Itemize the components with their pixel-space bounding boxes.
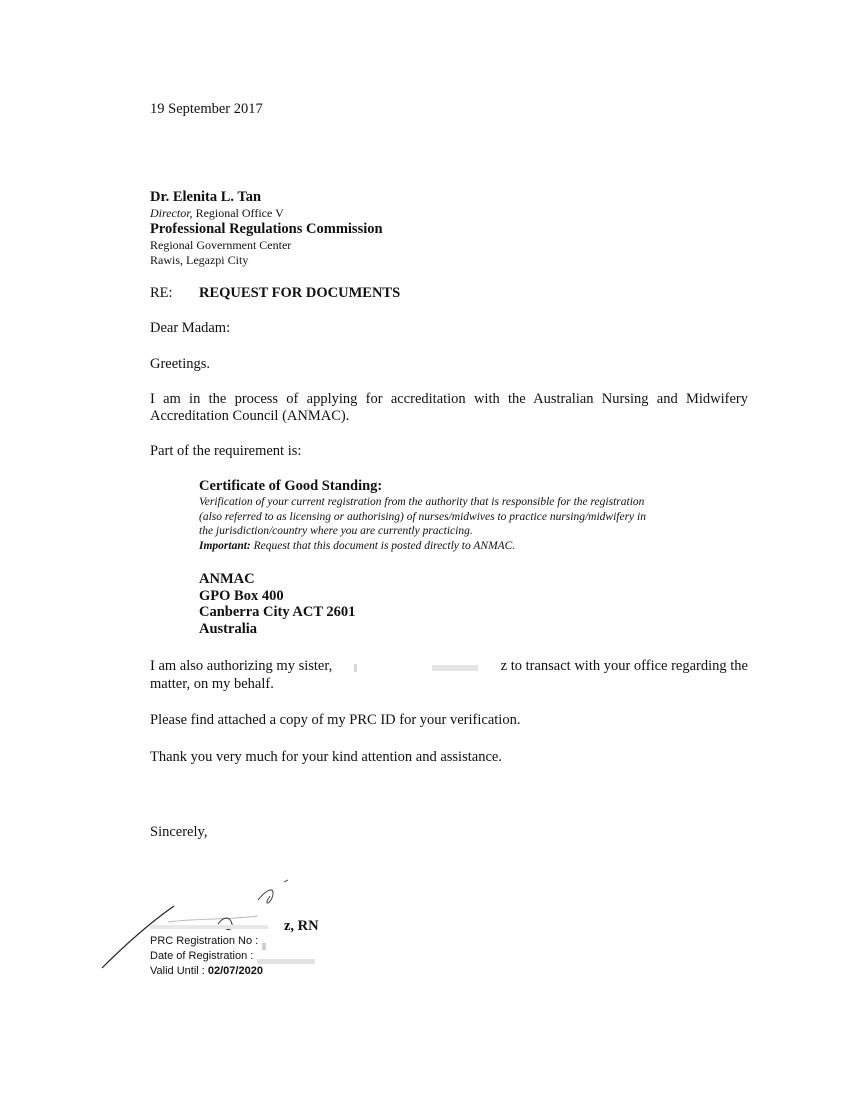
salutation: Dear Madam: [150, 320, 231, 336]
recipient-address-line2: Rawis, Legazpi City [150, 253, 249, 267]
requirement-desc-line1: Verification of your current registration from the authority that is responsible for the registration [199, 496, 645, 508]
greeting: Greetings. [150, 356, 210, 372]
redacted-signer-name [150, 919, 270, 933]
recipient-office: Regional Office V [192, 206, 284, 220]
signer-name-suffix: z, RN [284, 918, 319, 934]
paragraph-4: Thank you very much for your kind attention and assistance. [150, 749, 502, 765]
paragraph-1-line2: Accreditation Council (ANMAC). [150, 408, 350, 424]
requirement-desc-line3: the jurisdiction/country where you are currently practicing. [199, 525, 473, 537]
requirement-desc-line2: (also referred to as licensing or authorising) of nurses/midwives to practice nursing/midwifery in [199, 511, 646, 523]
requirement-intro: Part of the requirement is: [150, 443, 302, 459]
redacted-prc-remnant [262, 941, 312, 951]
requirement-heading: Certificate of Good Standing: [199, 478, 383, 494]
redacted-registration-date [257, 953, 317, 963]
re-label: RE: [150, 285, 173, 301]
paragraph-3: Please find attached a copy of my PRC ID for your verification. [150, 712, 521, 728]
redacted-date-remnant [257, 956, 317, 966]
recipient-name: Dr. Elenita L. Tan [150, 189, 262, 205]
redacted-name-remnant [350, 660, 484, 674]
mailing-address-line1: ANMAC [199, 571, 255, 587]
mailing-address-line2: GPO Box 400 [199, 588, 284, 604]
recipient-address-line1: Regional Government Center [150, 238, 292, 252]
letter-date: 19 September 2017 [150, 101, 263, 117]
redacted-signer-remnant [150, 919, 270, 933]
important-label: Important: [199, 540, 251, 552]
valid-until-label: Valid Until : [150, 965, 205, 977]
mailing-address-line3: Canberra City ACT 2601 [199, 604, 356, 620]
redacted-prc-number [262, 938, 312, 948]
recipient-organization: Professional Regulations Commission [150, 221, 383, 237]
paragraph-2-line2: matter, on my behalf. [150, 676, 274, 692]
re-subject: REQUEST FOR DOCUMENTS [199, 285, 401, 301]
paragraph-2-line1-end: z to transact with your office regarding the [500, 658, 748, 674]
prc-registration-label: PRC Registration No : [150, 935, 259, 947]
valid-until-line [150, 964, 263, 979]
paragraph-1-line1: I am in the process of applying for accreditation with the Australian Nursing and Midwifery [150, 391, 748, 407]
recipient-role: Director, [150, 206, 193, 220]
closing: Sincerely, [150, 824, 208, 840]
important-text: Request that this document is posted directly to ANMAC. [250, 540, 516, 552]
recipient-title [150, 206, 284, 221]
mailing-address-line4: Australia [199, 621, 257, 637]
redacted-name [350, 660, 484, 674]
requirement-important [199, 539, 515, 554]
registration-date-label: Date of Registration : [150, 950, 254, 962]
paragraph-2-line1-start: I am also authorizing my sister, [150, 658, 333, 674]
valid-until-value: 02/07/2020 [207, 965, 263, 977]
